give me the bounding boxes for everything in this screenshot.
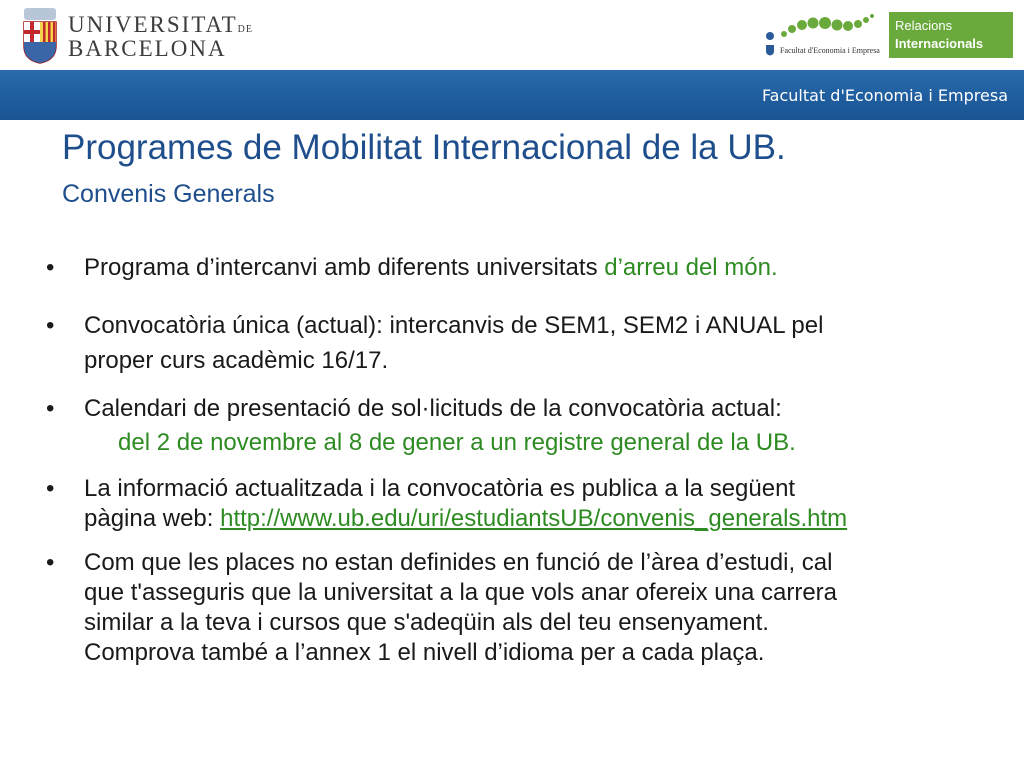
bullet-line: Comprova també a l’annex 1 el nivell d’idioma per a cada plaça. [84,639,765,666]
faculty-logo-text: Facultat d'Economia i Empresa [780,46,880,55]
bullet-line: proper curs acadèmic 16/17. [84,347,389,374]
ub-name-line2: BARCELONA [68,36,227,61]
bullet-line: La informació actualitzada i la convocatòria es publica a la següent [84,475,796,502]
ri-line1: Relacions [895,18,953,33]
bullet-icon: • [46,395,55,422]
bullet-line: similar a la teva i cursos que s'adeqüin als del teu ensenyament. [84,609,769,636]
ub-shield-icon [22,6,58,64]
bullet-line-prefix: pàgina web: [84,505,221,532]
banner-faculty-name: Facultat d'Economia i Empresa [761,86,1008,105]
faculty-dots-icon [762,12,880,46]
bullet-icon: • [46,549,55,576]
bullet-text [84,254,1000,282]
bullet-icon: • [46,312,55,339]
ub-name-line1: UNIVERSITATDE [68,12,253,37]
bullet-text [84,308,1000,378]
slide-title: Programes de Mobilitat Internacional de la UB. [62,128,786,167]
header [0,0,1024,70]
faculty-shield-icon [765,44,775,56]
bullet-text [84,548,1000,668]
bullet-line: que t'asseguris que la universitat a la que vols anar ofereix una carrera [84,579,838,606]
ub-logo[interactable] [22,6,253,64]
bullet-line: Convocatòria única (actual): intercanvis de SEM1, SEM2 i ANUAL pel [84,312,824,339]
bullet-line-dates: del 2 de novembre al 8 de gener a un registre general de la UB. [118,429,796,456]
convenis-link[interactable]: http://www.ub.edu/uri/estudiantsUB/convenis_generals.htm [220,505,848,532]
faculty-logo[interactable] [762,12,880,62]
relacions-internacionals-logo[interactable] [889,12,1013,58]
bullet-text-highlight: d’arreu del món. [597,254,778,281]
bullet-line: Com que les places no estan definides en funció de l’àrea d’estudi, cal [84,549,833,576]
bullet-line: Calendari de presentació de sol·licituds de la convocatòria actual: [84,395,782,422]
ri-line2: Internacionals [895,36,984,51]
bullet-text [84,474,1000,534]
blue-banner [0,70,1024,120]
bullet-icon: • [46,254,55,281]
bullet-text-main: Programa d’intercanvi amb diferents universitats [84,254,598,281]
bullet-text [84,392,1000,460]
slide-subtitle: Convenis Generals [62,180,275,208]
bullet-icon: • [46,475,55,502]
